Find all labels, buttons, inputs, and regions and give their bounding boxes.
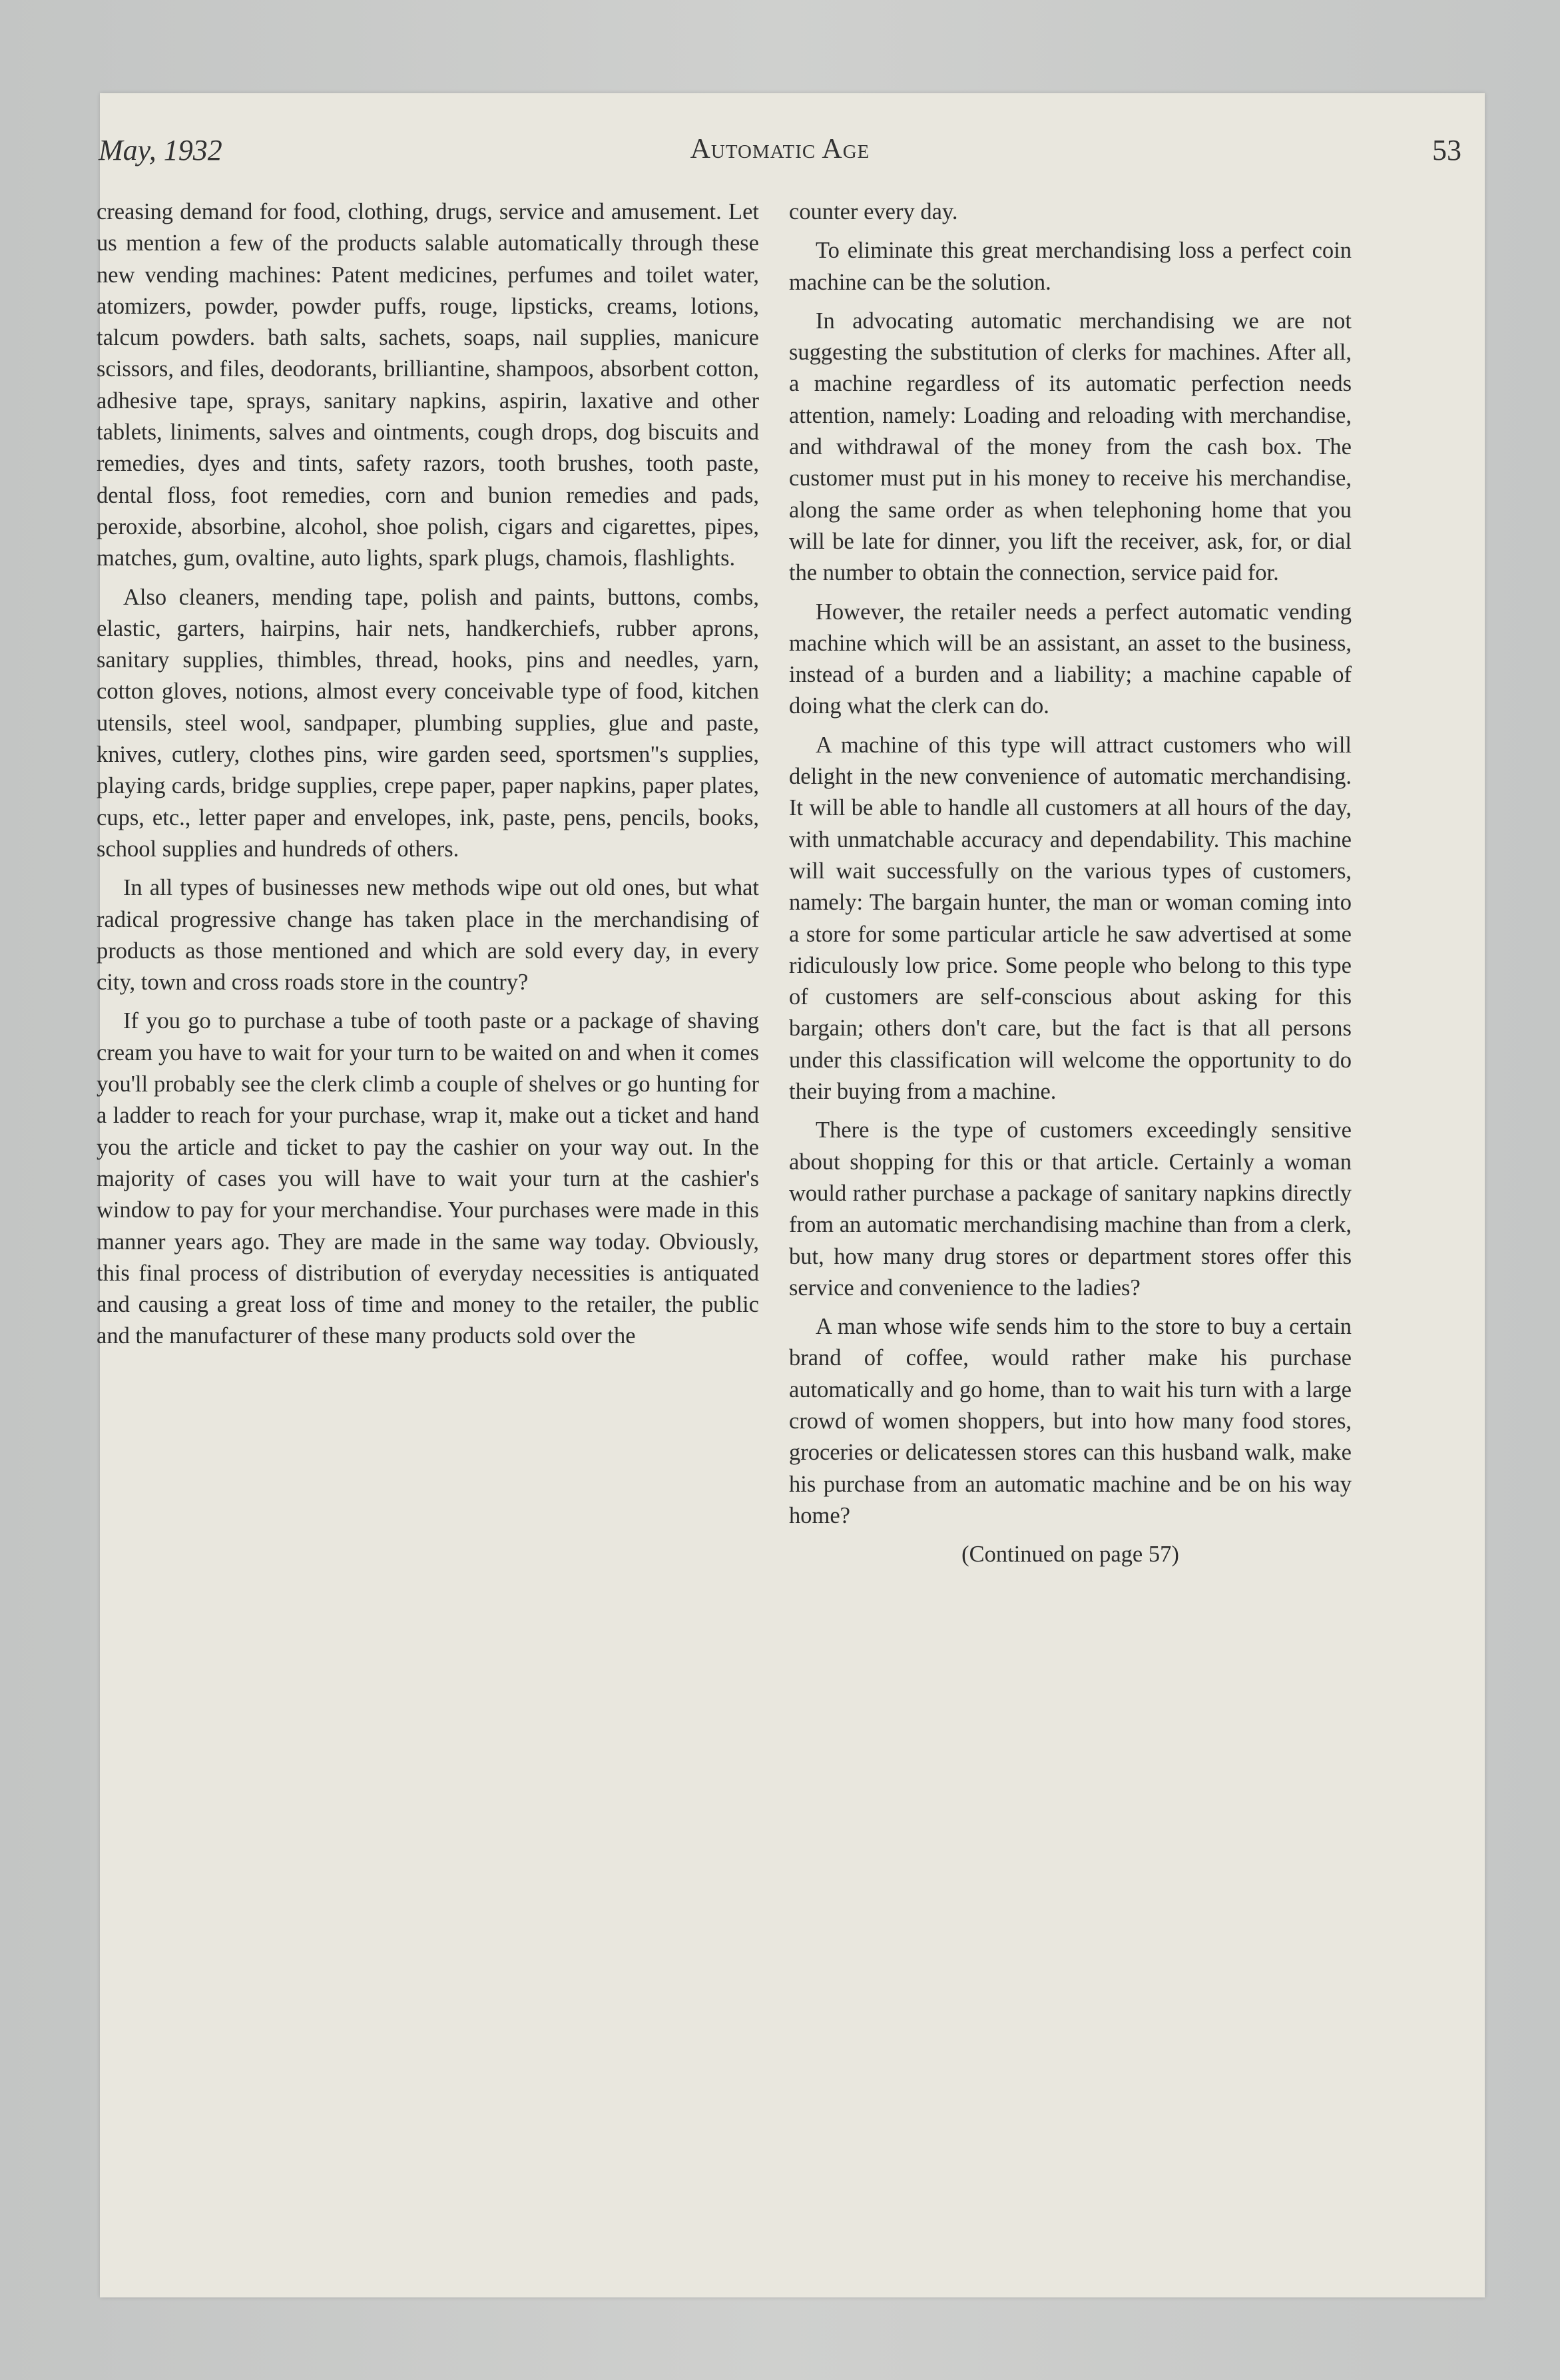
paragraph: A machine of this type will attract customers who will delight in the new convenience of automatic merchandising. It will be able to handle all customers at all hours of the day, with unmatchable accuracy and dependability. This machine will wait successfully on the various types of customers, namely: The bargain hunter, the man or woman coming into a store for some particular article he saw advertised at some ridiculously low price. Some people who belong to this type of customers are self-conscious about asking for this bargain; others don't care, but the fact is that all persons under this classification will welcome the opportunity to do their buying from a machine. <box>789 732 1352 1105</box>
paragraph: creasing demand for food, clothing, drugs, service and amusement. Let us mention a few of the products salable automatically through these new vending machines: Patent medicines, perfumes and toilet water, atomizers, powder, powder puffs, rouge, lipsticks, creams, lotions, talcum powders. bath salts, sachets, soaps, nail supplies, manicure scissors, and files, deodorants, brilliantine, shampoos, absorbent cotton, adhesive tape, sprays, sanitary napkins, aspirin, laxative and other tablets, liniments, salves and ointments, cough drops, dog biscuits and remedies, dyes and tints, safety razors, tooth brushes, tooth paste, dental floss, foot remedies, corn and bunion remedies and pads, peroxide, absorbine, alcohol, shoe polish, cigars and cigarettes, pipes, matches, gum, ovaltine, auto lights, spark plugs, chamois, flashlights. <box>97 199 759 571</box>
continuation-note: (Continued on page 57) <box>961 1542 1179 1568</box>
left-column <box>97 196 759 1360</box>
paragraph: A man whose wife sends him to the store to buy a certain brand of coffee, would rather make his purchase automatically and go home, than to wait his turn with a large crowd of women shoppers, but into how many food stores, groceries or delicatessen stores can this husband walk, make his purchase from an automatic machine and be on his way home? <box>789 1314 1352 1528</box>
publication-title: Automatic Age <box>690 134 870 164</box>
running-header <box>99 133 1461 180</box>
paragraph: However, the retailer needs a perfect automatic vending machine which will be an assistant, an asset to the business, instead of a burden and a liability; a machine capable of doing what the clerk can do. <box>789 599 1352 719</box>
paragraph: In all types of businesses new methods wipe out old ones, but what radical progressive change has taken place in the merchandising of products as those mentioned and which are sold every day, in every city, town and cross roads store in the country? <box>97 875 759 996</box>
page-number: 53 <box>1432 134 1461 166</box>
paragraph: There is the type of customers exceedingly sensitive about shopping for this or that article. Certainly a woman would rather purchase a package of sanitary napkins directly from an automatic merchandising machine than from a clerk, but, how many drug stores or department stores offer this service and convenience to the ladies? <box>789 1117 1352 1301</box>
paragraph: In advocating automatic merchandising we are not suggesting the substitution of clerks for machines. After all, a machine regardless of its automatic perfection needs attention, namely: Loading and reloading with merchandise, and withdrawal of the money from the cash box. The customer must put in his money to receive his merchandise, along the same order as when telephoning home that you will be late for dinner, you lift the receiver, ask, for, or dial the number to obtain the connection, service paid for. <box>789 308 1352 586</box>
paragraph: counter every day. <box>789 199 958 224</box>
issue-date: May, 1932 <box>99 134 222 166</box>
paragraph: To eliminate this great merchandising loss a perfect coin machine can be the solution. <box>789 238 1352 295</box>
right-column <box>789 196 1352 1578</box>
paragraph: Also cleaners, mending tape, polish and paints, buttons, combs, elastic, garters, hairpins, hair nets, handkerchiefs, rubber aprons, sanitary supplies, thimbles, thread, hooks, pins and needles, yarn, cotton gloves, notions, almost every conceivable type of food, kitchen utensils, steel wool, sandpaper, plumbing supplies, glue and paste, knives, cutlery, clothes pins, wire garden seed, sportsmen"s supplies, playing cards, bridge supplies, crepe paper, paper napkins, paper plates, cups, etc., letter paper and envelopes, ink, paste, pens, pencils, books, school supplies and hundreds of others. <box>97 584 759 862</box>
paragraph: If you go to purchase a tube of tooth paste or a package of shaving cream you have to wait for your turn to be waited on and when it comes you'll probably see the clerk climb a couple of shelves or go hunting for a ladder to reach for your purchase, wrap it, make out a ticket and hand you the article and ticket to pay the cashier on your way out. In the majority of cases you will have to wait your turn at the cashier's window to pay for your merchandise. Your purchases were made in this manner years ago. They are made in the same way today. Obviously, this final process of distribution of everyday necessities is antiquated and causing a great loss of time and money to the retailer, the public and the manufacturer of these many products sold over the <box>97 1008 759 1349</box>
